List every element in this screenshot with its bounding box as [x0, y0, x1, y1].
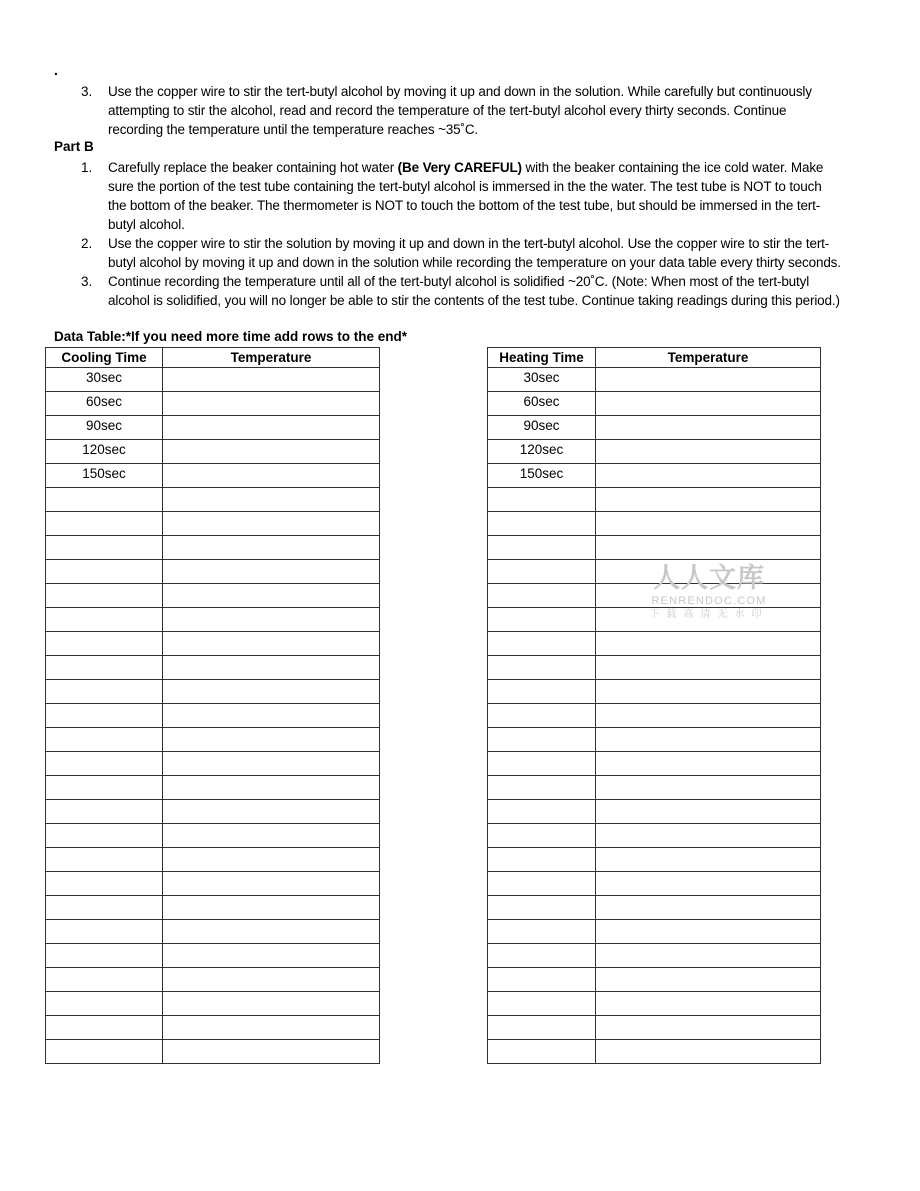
table-row: [488, 440, 821, 464]
temperature-cell[interactable]: [163, 656, 380, 680]
temperature-header: Temperature: [596, 348, 821, 368]
time-cell[interactable]: [488, 1016, 596, 1040]
temperature-cell[interactable]: [596, 656, 821, 680]
part-a-step-3: [108, 82, 888, 139]
temperature-cell[interactable]: [596, 368, 821, 392]
temperature-cell[interactable]: [163, 392, 380, 416]
temperature-cell[interactable]: [163, 920, 380, 944]
table-row: [488, 632, 821, 656]
table-row: [488, 704, 821, 728]
temperature-cell[interactable]: [163, 1016, 380, 1040]
table-header-row: [46, 348, 380, 368]
watermark-logo: [646, 563, 772, 622]
temperature-cell[interactable]: [163, 824, 380, 848]
temperature-cell[interactable]: [596, 944, 821, 968]
part-b-step-1: [108, 158, 888, 234]
time-cell[interactable]: [488, 488, 596, 512]
text-line: Continue recording the temperature until all of the tert-butyl alcohol is solidified ~20˚C. (Note: When most of the tert-butyl: [108, 274, 810, 289]
time-cell[interactable]: [46, 968, 163, 992]
temperature-cell[interactable]: [596, 896, 821, 920]
heating-data-table: [487, 347, 821, 1064]
temperature-cell[interactable]: [163, 560, 380, 584]
temperature-cell[interactable]: [163, 992, 380, 1016]
time-cell[interactable]: [46, 848, 163, 872]
time-cell[interactable]: [46, 536, 163, 560]
table-row: [46, 488, 380, 512]
temperature-cell[interactable]: [163, 848, 380, 872]
time-cell[interactable]: [488, 800, 596, 824]
time-cell[interactable]: [488, 992, 596, 1016]
temperature-cell[interactable]: [596, 464, 821, 488]
table-row: [488, 368, 821, 392]
time-cell[interactable]: [488, 512, 596, 536]
table-row: [46, 680, 380, 704]
table-row: [488, 944, 821, 968]
table-row: [46, 464, 380, 488]
time-cell[interactable]: [46, 944, 163, 968]
time-cell[interactable]: [488, 560, 596, 584]
temperature-cell[interactable]: [596, 512, 821, 536]
table-row: [46, 656, 380, 680]
heating-time-header: Heating Time: [488, 348, 596, 368]
table-row: [488, 752, 821, 776]
table-row: [46, 968, 380, 992]
table-row: [46, 992, 380, 1016]
time-cell[interactable]: [46, 728, 163, 752]
time-cell[interactable]: [488, 680, 596, 704]
table-row: [488, 656, 821, 680]
time-cell[interactable]: 90sec: [488, 416, 596, 440]
temperature-header: Temperature: [163, 348, 380, 368]
table-row: [46, 704, 380, 728]
time-cell[interactable]: [46, 872, 163, 896]
temperature-cell[interactable]: [596, 824, 821, 848]
time-cell[interactable]: 120sec: [488, 440, 596, 464]
temperature-cell[interactable]: [163, 728, 380, 752]
time-cell[interactable]: 150sec: [46, 464, 163, 488]
text-line: [108, 158, 888, 177]
time-cell[interactable]: 150sec: [488, 464, 596, 488]
temperature-cell[interactable]: [163, 944, 380, 968]
time-cell[interactable]: 60sec: [488, 392, 596, 416]
time-cell[interactable]: [488, 656, 596, 680]
temperature-cell[interactable]: [596, 848, 821, 872]
time-cell[interactable]: [46, 680, 163, 704]
bullet-dot: .: [54, 62, 58, 78]
time-cell[interactable]: [488, 824, 596, 848]
time-cell[interactable]: [46, 776, 163, 800]
table-row: [488, 680, 821, 704]
table-row: [488, 992, 821, 1016]
time-cell[interactable]: [488, 848, 596, 872]
table-row: [488, 464, 821, 488]
temperature-cell[interactable]: [163, 584, 380, 608]
temperature-cell[interactable]: [163, 416, 380, 440]
time-cell[interactable]: [488, 920, 596, 944]
text-line: recording the temperature until the temperature reaches ~35˚C.: [108, 122, 479, 137]
text-line: butyl alcohol by moving it up and down in the solution while recording the temperature on your data table every thirty seconds.: [108, 255, 841, 270]
temperature-cell[interactable]: [163, 488, 380, 512]
table-row: [488, 728, 821, 752]
time-cell[interactable]: 30sec: [46, 368, 163, 392]
time-cell[interactable]: [46, 584, 163, 608]
time-cell[interactable]: [46, 1016, 163, 1040]
time-cell[interactable]: [46, 608, 163, 632]
table-row: [46, 1040, 380, 1064]
temperature-cell[interactable]: [163, 872, 380, 896]
table-row: [488, 848, 821, 872]
data-table-heading: Data Table:*If you need more time add rows to the end*: [54, 329, 408, 344]
temperature-cell[interactable]: [163, 968, 380, 992]
table-row: [46, 752, 380, 776]
table-header-row: [488, 348, 821, 368]
temperature-cell[interactable]: [596, 992, 821, 1016]
temperature-cell[interactable]: [596, 920, 821, 944]
time-cell[interactable]: [46, 752, 163, 776]
temperature-cell[interactable]: [596, 704, 821, 728]
temperature-cell[interactable]: [163, 752, 380, 776]
table-row: [46, 368, 380, 392]
step-number: 2.: [81, 236, 93, 251]
temperature-cell[interactable]: [596, 776, 821, 800]
table-row: [46, 920, 380, 944]
table-row: [46, 608, 380, 632]
step-number: 1.: [81, 160, 93, 175]
temperature-cell[interactable]: [163, 680, 380, 704]
text-line: the bottom of the beaker. The thermometer is NOT to touch the bottom of the test tube, but should be immersed in the tert-: [108, 198, 821, 213]
table-row: [488, 536, 821, 560]
table-row: [46, 416, 380, 440]
temperature-cell[interactable]: [596, 968, 821, 992]
time-cell[interactable]: [488, 584, 596, 608]
temperature-cell[interactable]: [163, 512, 380, 536]
temperature-cell[interactable]: [163, 464, 380, 488]
temperature-cell[interactable]: [163, 632, 380, 656]
table-row: [46, 848, 380, 872]
cooling-time-header: Cooling Time: [46, 348, 163, 368]
watermark-caption: 下载高清无水印: [649, 609, 769, 620]
table-row: [488, 1016, 821, 1040]
temperature-cell[interactable]: [163, 800, 380, 824]
text-line: Use the copper wire to stir the tert-butyl alcohol by moving it up and down in the solution. While carefully but continuously: [108, 84, 812, 99]
text-line: Use the copper wire to stir the solution by moving it up and down in the tert-butyl alcohol. Use the copper wire to stir the tert-: [108, 236, 830, 251]
time-cell[interactable]: [488, 608, 596, 632]
table-row: [488, 872, 821, 896]
table-row: [46, 944, 380, 968]
watermark-main: 人人文库: [653, 563, 765, 594]
warning-text: (Be Very CAREFUL): [397, 160, 522, 175]
table-row: [46, 560, 380, 584]
time-cell[interactable]: [46, 632, 163, 656]
time-cell[interactable]: [488, 632, 596, 656]
table-row: [488, 392, 821, 416]
time-cell[interactable]: [46, 992, 163, 1016]
time-cell[interactable]: [488, 1040, 596, 1064]
table-row: [488, 920, 821, 944]
time-cell[interactable]: [46, 560, 163, 584]
text-line: attempting to stir the alcohol, read and record the temperature of the tert-butyl alcohol every thirty seconds. Continue: [108, 103, 787, 118]
table-row: [488, 512, 821, 536]
table-row: [46, 824, 380, 848]
temperature-cell[interactable]: [163, 368, 380, 392]
time-cell[interactable]: 30sec: [488, 368, 596, 392]
time-cell[interactable]: [488, 968, 596, 992]
time-cell[interactable]: [46, 512, 163, 536]
temperature-cell[interactable]: [596, 1040, 821, 1064]
time-cell[interactable]: 90sec: [46, 416, 163, 440]
time-cell[interactable]: [46, 896, 163, 920]
temperature-cell[interactable]: [596, 680, 821, 704]
temperature-cell[interactable]: [163, 704, 380, 728]
temperature-cell[interactable]: [596, 488, 821, 512]
time-cell[interactable]: [46, 920, 163, 944]
temperature-cell[interactable]: [596, 632, 821, 656]
table-row: [46, 536, 380, 560]
time-cell[interactable]: [488, 944, 596, 968]
time-cell[interactable]: [488, 752, 596, 776]
time-cell[interactable]: [46, 800, 163, 824]
table-row: [488, 488, 821, 512]
time-cell[interactable]: [46, 824, 163, 848]
time-cell[interactable]: 60sec: [46, 392, 163, 416]
time-cell[interactable]: [488, 896, 596, 920]
text-segment: with the beaker containing the ice cold water. Make: [521, 160, 824, 175]
temperature-cell[interactable]: [596, 728, 821, 752]
temperature-cell[interactable]: [163, 776, 380, 800]
table-row: [46, 728, 380, 752]
table-row: [488, 800, 821, 824]
temperature-cell[interactable]: [163, 536, 380, 560]
text-line: butyl alcohol.: [108, 217, 185, 232]
table-row: [46, 1016, 380, 1040]
table-row: [488, 896, 821, 920]
table-row: [46, 800, 380, 824]
step-number: 3.: [81, 84, 93, 99]
table-row: [46, 584, 380, 608]
temperature-cell[interactable]: [163, 608, 380, 632]
time-cell[interactable]: [488, 872, 596, 896]
table-row: [46, 896, 380, 920]
time-cell[interactable]: [46, 704, 163, 728]
time-cell[interactable]: [488, 704, 596, 728]
temperature-cell[interactable]: [596, 1016, 821, 1040]
text-segment: Carefully replace the beaker containing hot water: [108, 160, 398, 175]
table-row: [488, 1040, 821, 1064]
part-b-step-3: [108, 272, 898, 310]
temperature-cell[interactable]: [596, 800, 821, 824]
watermark-site: RENRENDOC.COM: [651, 595, 767, 607]
temperature-cell[interactable]: [163, 440, 380, 464]
table-row: [46, 512, 380, 536]
text-line: alcohol is solidified, you will no longer be able to stir the contents of the test tube. Continue taking readings during this period.): [108, 293, 840, 308]
part-b-heading: Part B: [54, 139, 94, 154]
table-row: [488, 776, 821, 800]
temperature-cell[interactable]: [596, 872, 821, 896]
table-row: [488, 416, 821, 440]
table-row: [46, 392, 380, 416]
part-b-step-2: [108, 234, 898, 272]
temperature-cell[interactable]: [163, 1040, 380, 1064]
table-row: [46, 872, 380, 896]
temperature-cell[interactable]: [596, 416, 821, 440]
time-cell[interactable]: [488, 776, 596, 800]
time-cell[interactable]: [488, 536, 596, 560]
temperature-cell[interactable]: [596, 392, 821, 416]
time-cell[interactable]: [46, 1040, 163, 1064]
time-cell[interactable]: [46, 488, 163, 512]
temperature-cell[interactable]: [596, 752, 821, 776]
step-number: 3.: [81, 274, 93, 289]
table-row: [46, 776, 380, 800]
time-cell[interactable]: [46, 656, 163, 680]
text-line: sure the portion of the test tube containing the tert-butyl alcohol is immersed in the the water. The test tube is NOT to touch: [108, 179, 822, 194]
time-cell[interactable]: [488, 728, 596, 752]
table-row: [46, 632, 380, 656]
table-row: [488, 824, 821, 848]
time-cell[interactable]: 120sec: [46, 440, 163, 464]
temperature-cell[interactable]: [596, 536, 821, 560]
cooling-data-table: [45, 347, 380, 1064]
temperature-cell[interactable]: [163, 896, 380, 920]
table-row: [488, 968, 821, 992]
table-row: [46, 440, 380, 464]
temperature-cell[interactable]: [596, 440, 821, 464]
